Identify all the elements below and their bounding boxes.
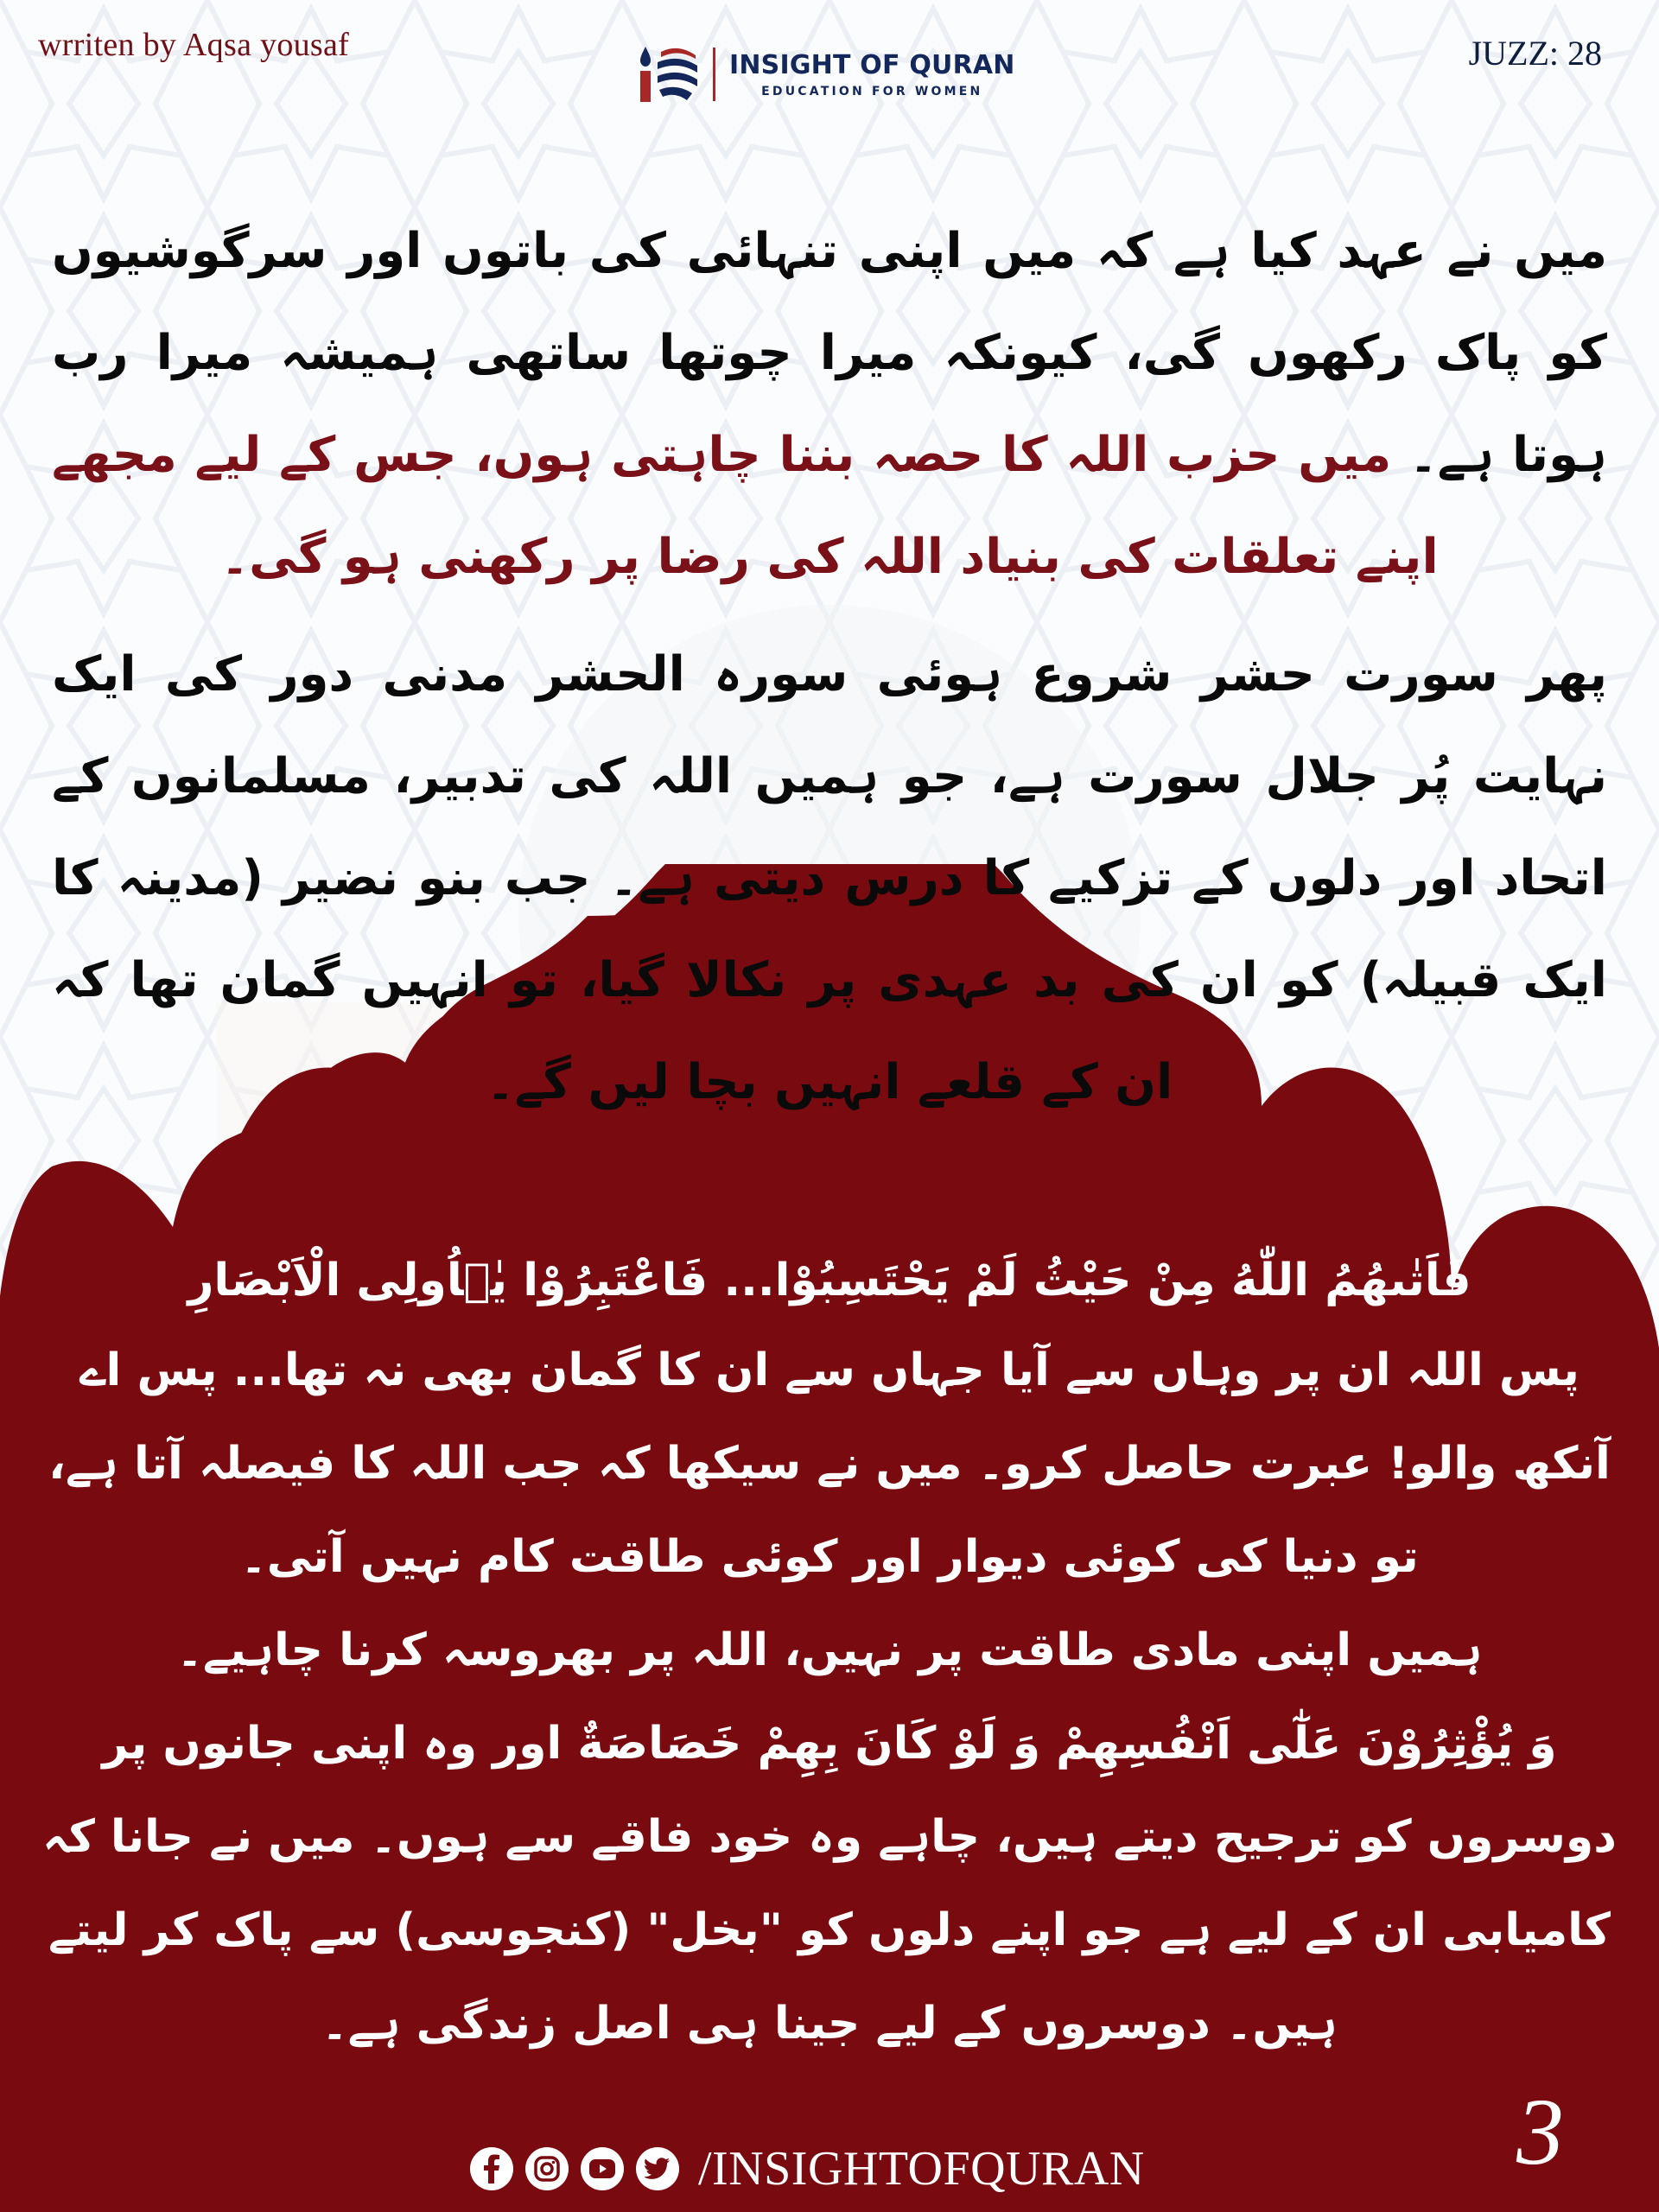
logo-subtitle: EDUCATION FOR WOMEN (761, 85, 983, 99)
twitter-icon[interactable] (636, 2147, 679, 2190)
social-links (470, 2143, 1145, 2195)
author-credit: wrriten by Aqsa yousaf (38, 27, 350, 63)
quran-verse-al-hashr-2: فَاَتٰىهُمُ اللّٰهُ مِنْ حَيْثُ لَمْ يَحْتَسِبُوْا... فَاعْتَبِرُوْا يٰۤاُولِى الْاَبْصَارِ (188, 1255, 1471, 1306)
quran-verse-al-hashr-9: وَ يُؤْثِرُوْنَ عَلٰٓى اَنْفُسِهِمْ وَ لَوْ كَانَ بِهِمْ خَصَاصَةٌ (577, 1718, 1557, 1770)
youtube-icon[interactable] (581, 2147, 624, 2190)
insight-of-quran-logo-icon (637, 43, 706, 105)
surah-hashr-intro-paragraph: پھر سورت حشر شروع ہوئی سورہ الحشر مدنی دور کی ایک نہایت پُر جلال سورت ہے، جو ہمیں اللہ کی تدبیر، مسلمانوں کے اتحاد اور دلوں کے تزکیے کا درس دیتی ہے۔ جب بنو نضیر (مدینہ کا ایک قبیلہ) کو ان کی بد عہدی پر نکالا گیا، تو انہیں گمان تھا کہ ان کے قلعے انہیں بچا لیں گے۔ (52, 646, 1607, 1110)
selflessness-paragraph (35, 1697, 1624, 2070)
footer (0, 2134, 1659, 2195)
brand-logo[interactable] (637, 43, 1015, 105)
logo-divider (713, 48, 715, 101)
trust-allah-paragraph: ہمیں اپنی مادی طاقت پر نہیں، اللہ پر بھروسہ کرنا چاہیے۔ (176, 1624, 1483, 1676)
reflection-paragraph-1 (52, 200, 1607, 608)
page-number: 3 (1516, 2079, 1564, 2184)
social-handle[interactable]: /INSIGHTOFQURAN (698, 2142, 1145, 2196)
facebook-icon[interactable] (470, 2147, 513, 2190)
paragraph-1-highlight-text: میں حزب اللہ کا حصہ بننا چاہتی ہوں، جس کے لیے مجھے اپنے تعلقات کی بنیاد اللہ کی رضا پر رکھنی ہو گی۔ (52, 427, 1439, 585)
logo-title: INSIGHT OF QURAN (729, 50, 1015, 80)
paragraph-1-normal-text: میں نے عہد کیا ہے کہ میں اپنی تنہائی کی باتوں اور سرگوشیوں کو پاک رکھوں گی، کیونکہ میرا چوتھا ساتھی ہمیشہ میرا رب ہوتا ہے۔ (52, 223, 1607, 483)
bottom-text-section (35, 1237, 1624, 2070)
verse-translation-paragraph: پس اللہ ان پر وہاں سے آیا جہاں سے ان کا گمان بھی نہ تھا... پس اے آنکھ والو! عبرت حاصل کرو۔ میں نے سیکھا کہ جب اللہ کا فیصلہ آتا ہے، تو دنیا کی کوئی دیوار اور کوئی طاقت کام نہیں آتی۔ (48, 1344, 1611, 1583)
juzz-label: JUZZ: 28 (1468, 34, 1602, 73)
top-text-section (52, 200, 1607, 1134)
selflessness-text: اور وہ اپنی جانوں پر دوسروں کو ترجیح دیتے ہیں، چاہے وہ خود فاقے سے ہوں۔ میں نے جانا کہ کامیابی ان کے لیے ہے جو اپنے دلوں کو "بخل" (کنجوسی) سے پاک کر لیتے ہیں۔ دوسروں کے لیے جینا ہی اصل زندگی ہے۔ (42, 1718, 1617, 2050)
instagram-icon[interactable] (525, 2147, 569, 2190)
header (0, 0, 1659, 121)
